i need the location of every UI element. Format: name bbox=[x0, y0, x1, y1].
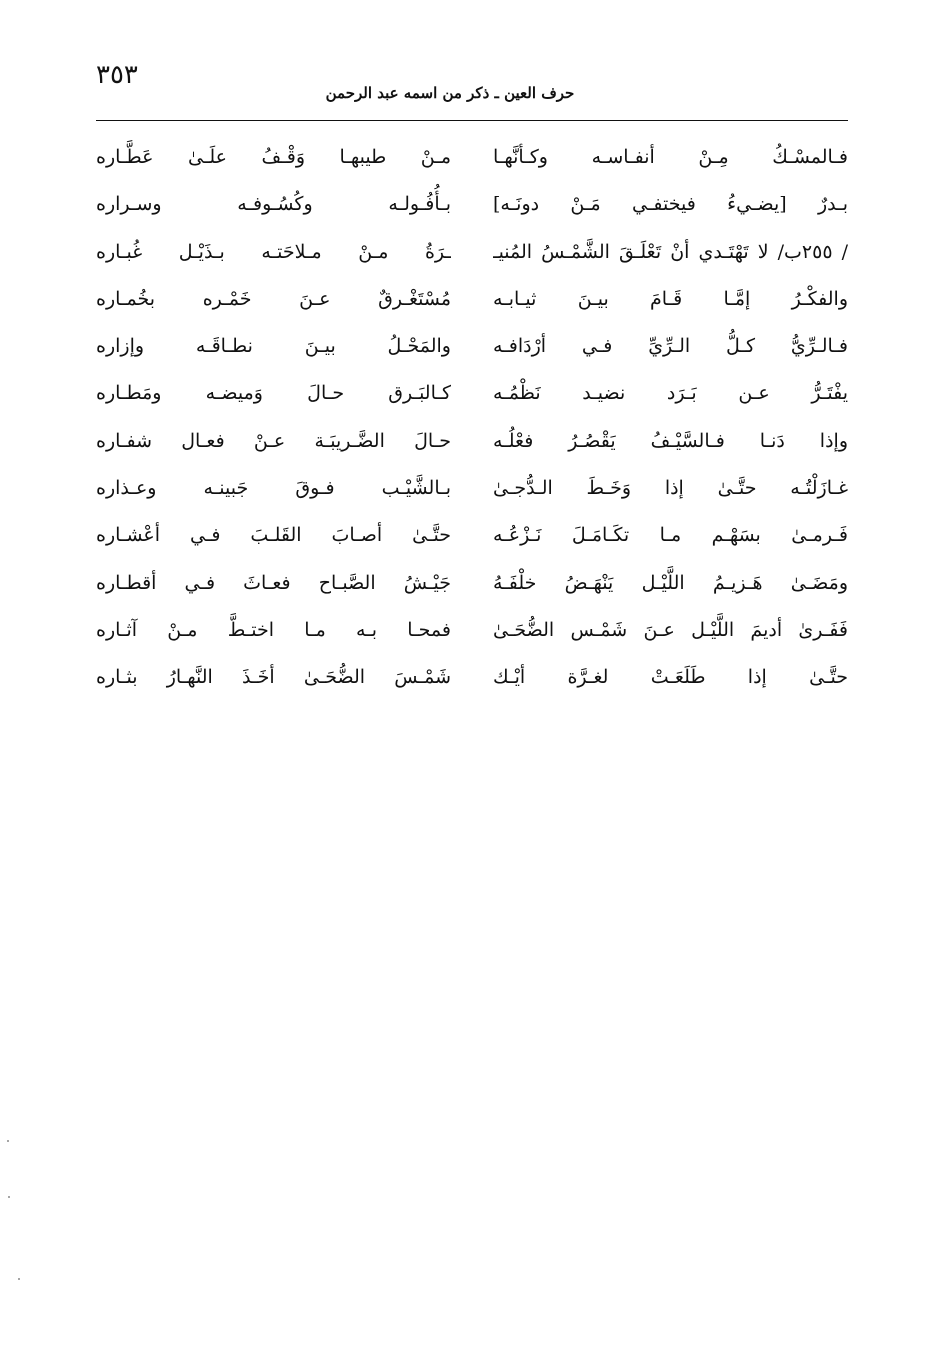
verse-column-left bbox=[96, 134, 451, 702]
scan-speck bbox=[8, 1196, 10, 1198]
second-hemistich: حتَّـىٰ أصـابَ القَلـبَ فـي أعْشـاره bbox=[96, 524, 451, 547]
second-hemistich: فمحـا بـه مـا اختـطَّ مـنْ آثـاره bbox=[96, 618, 451, 641]
second-hemistich: جَيْـشُ الصَّبـاح فعـاثَ فـي أقطـاره bbox=[96, 571, 451, 594]
first-hemistich: غـازَلْتُـه حتَّـىٰ إذا وَخَـطَ الـدُّجـىٰ bbox=[493, 477, 848, 500]
first-hemistich: فَـرمـىٰ بسَهْـم مـا تكَـامَـلَ نَـزْعُـه bbox=[493, 524, 848, 547]
second-hemistich: مُسْتَغْـرقٌ عـنَ خَمْـره بخُمـاره bbox=[96, 287, 451, 310]
running-head: حرف العين ـ ذكر من اسمه عبد الرحمن bbox=[325, 84, 575, 102]
scan-speck bbox=[18, 1278, 20, 1280]
second-hemistich: مـنْ طيبهـا وَقْـفُ علَـىٰ عَطَّـاره bbox=[96, 146, 451, 168]
second-hemistich: حـالَ الضَّـريبَـة عـنْ فعـال شفـاره bbox=[96, 429, 451, 452]
first-hemistich: حتَّـىٰ إذا طَلَعَـتْ لغـرَّة أيْـك bbox=[493, 666, 848, 689]
page-number: ٣٥٣ bbox=[96, 60, 138, 90]
first-hemistich: فَفَـرىٰ أديمَ اللَّيْـل عـنَ شَمْـس الضُّحَـىٰ bbox=[493, 618, 848, 641]
first-hemistich: فـالـرِّيُّ كـلُّ الـرِّيِّ فـي أرْدَافـه bbox=[493, 335, 848, 358]
verse-column-right bbox=[493, 134, 848, 702]
second-hemistich: ـرَةُ مـنْ مـلاحَتـه بـذَيْـل غُبـاره bbox=[96, 240, 451, 263]
first-hemistich: والفكْـرُ إمَّـا قَـامَ بيـنَ ثيـابـه bbox=[493, 287, 848, 310]
second-hemistich: شَمْـسَ الضُّحَـىٰ أخَـذَ النَّهـارُ بثـاره bbox=[96, 666, 451, 689]
first-hemistich: بـدرٌ [يضـيءُ فيختفـي مَـنْ دونَـه] bbox=[493, 193, 848, 216]
first-hemistich: ومَضَـىٰ هَـزيـمُ اللَّيْـل يَنْهَـضُ خلْفَـهُ bbox=[493, 571, 848, 594]
first-hemistich: يفْتَـرُّ عـن بَـرَد نضيـد نَظْمُـه bbox=[493, 382, 848, 405]
first-hemistich: وإذا دَنـا فـالسَّيْـفُ يَقْصُـرُ فعْلُـه bbox=[493, 429, 848, 452]
header-rule bbox=[96, 120, 848, 121]
second-hemistich: بـالشَّيْـب فـوقَ جَبينـه وعـذاره bbox=[96, 477, 451, 500]
second-hemistich: بـأُفُـولـه وكُسُـوفـه وسـراره bbox=[96, 193, 451, 216]
first-hemistich: / ٢٥٥ب/ لا تَهْتَـدي أنْ تَعْلَـقَ الشَّمْـسُ المُنيـ bbox=[493, 240, 848, 263]
second-hemistich: والمَحْـلُ بيـنَ نطـاقَـه وإزاره bbox=[96, 335, 451, 358]
second-hemistich: كـالبَـرق حـالَ وَميضـه ومَطـاره bbox=[96, 382, 451, 405]
first-hemistich: فـالمسْـكُ مِـنْ أنفـاسـه وكـأنَّهـا bbox=[493, 146, 848, 168]
scan-speck bbox=[7, 1140, 9, 1142]
